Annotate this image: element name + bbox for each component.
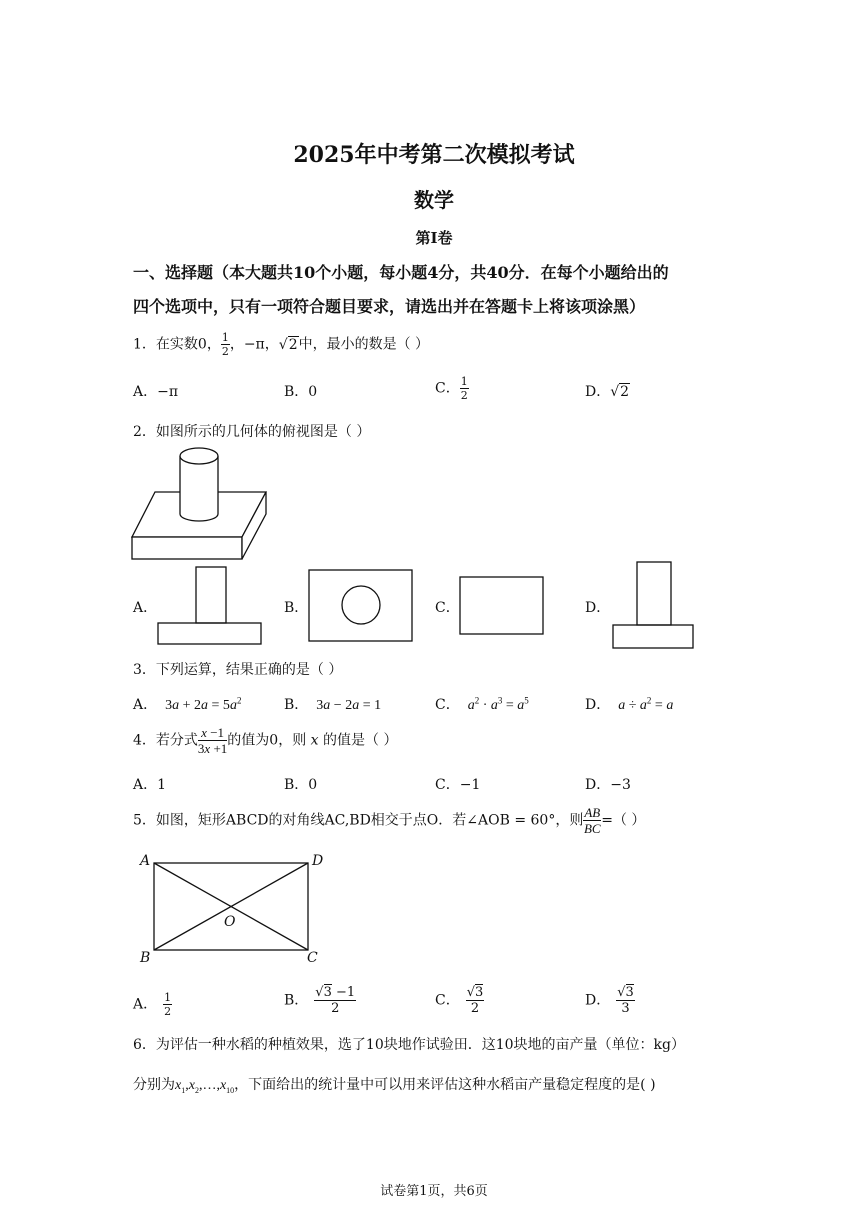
q1-option-b: B．0 <box>284 384 318 400</box>
page-footer: 试卷第1页，共6页 <box>380 1184 488 1199</box>
q4-option-a: A．1 <box>133 777 167 793</box>
question-2: 2．如图所示的几何体的俯视图是（ ） <box>133 424 371 440</box>
question-5: 5．如图，矩形ABCD的对角线AC,BD相交于点O．若∠AOB = 60°，则 $\frac{AB}{BC}$ =（ ） <box>133 805 646 836</box>
q1-option-d: D．√2 <box>585 384 630 400</box>
q5-option-b: B． $\frac{√3 -1}{2}$ <box>284 985 356 1016</box>
q2-option-c-label: C． <box>435 600 460 616</box>
label-b: B <box>140 950 151 966</box>
q5-option-d: D． $\frac{√3}{3}$ <box>585 985 634 1016</box>
q3-option-c: C． $a^2 \cdot a^3 = a^5$ <box>435 695 529 713</box>
fraction-half: $\frac{1}{2}$ <box>221 331 229 358</box>
label-o: O <box>224 914 236 930</box>
q1-prefix: 1．在实数0， <box>133 336 221 353</box>
q1-mid: ，−π， <box>229 336 279 353</box>
q1-option-c: C． $\frac{1}{2}$ <box>435 375 468 402</box>
volume-label: 第I卷 <box>415 229 453 247</box>
q5-option-a: A． $\frac{1}{2}$ <box>133 991 172 1018</box>
exam-title: 2025年中考第二次模拟考试 <box>293 142 575 168</box>
q4-option-c: C．−1 <box>435 777 481 793</box>
question-3: 3．下列运算，结果正确的是（ ） <box>133 662 343 678</box>
label-c: C <box>307 950 318 966</box>
question-4: 4．若分式 $\frac{x -1}{3x +1}$ 的值为0，则 x 的值是（ ） <box>133 725 398 756</box>
q3-option-a: A． $3a + 2a = 5a^2$ <box>133 695 242 713</box>
q2-option-d-label: D． <box>585 600 611 616</box>
question-6-line2: 分别为$x_1,x_2,\dots,x_{10}$，下面给出的统计量中可以用来评估这种水稻亩产量稳定程度的是( ) <box>133 1077 656 1095</box>
q5-fraction: $\frac{AB}{BC}$ <box>583 805 601 836</box>
subject-title: 数学 <box>414 188 454 212</box>
q3-option-d: D． $a \div a^2 = a$ <box>585 695 674 713</box>
q1-option-a: A．−π <box>133 384 179 400</box>
q1-suffix: 中，最小的数是（ ） <box>298 336 430 353</box>
q5-option-c: C． $\frac{√3}{2}$ <box>435 985 484 1016</box>
label-d: D <box>312 853 324 869</box>
q4-option-b: B．0 <box>284 777 318 793</box>
question-6-line1: 6．为评估一种水稻的种植效果，选了10块地作试验田．这10块地的亩产量（单位：kg） <box>133 1037 685 1053</box>
section-heading-line2: 四个选项中，只有一项符合题目要求，请选出并在答题卡上将该项涂黑） <box>133 297 646 316</box>
q4-fraction: $\frac{x -1}{3x +1}$ <box>197 725 228 756</box>
q3-option-b: B． 3a − 2a = 1 <box>284 697 382 713</box>
label-a: A <box>140 853 151 869</box>
sqrt-2: √2 <box>278 336 298 353</box>
q4-option-d: D．−3 <box>585 777 631 793</box>
q2-option-a-label: A． <box>133 600 158 616</box>
q2-option-b-label: B． <box>284 600 309 616</box>
section-heading-line1: 一、选择题（本大题共10个小题，每小题4分，共40分．在每个小题给出的 <box>133 263 669 282</box>
